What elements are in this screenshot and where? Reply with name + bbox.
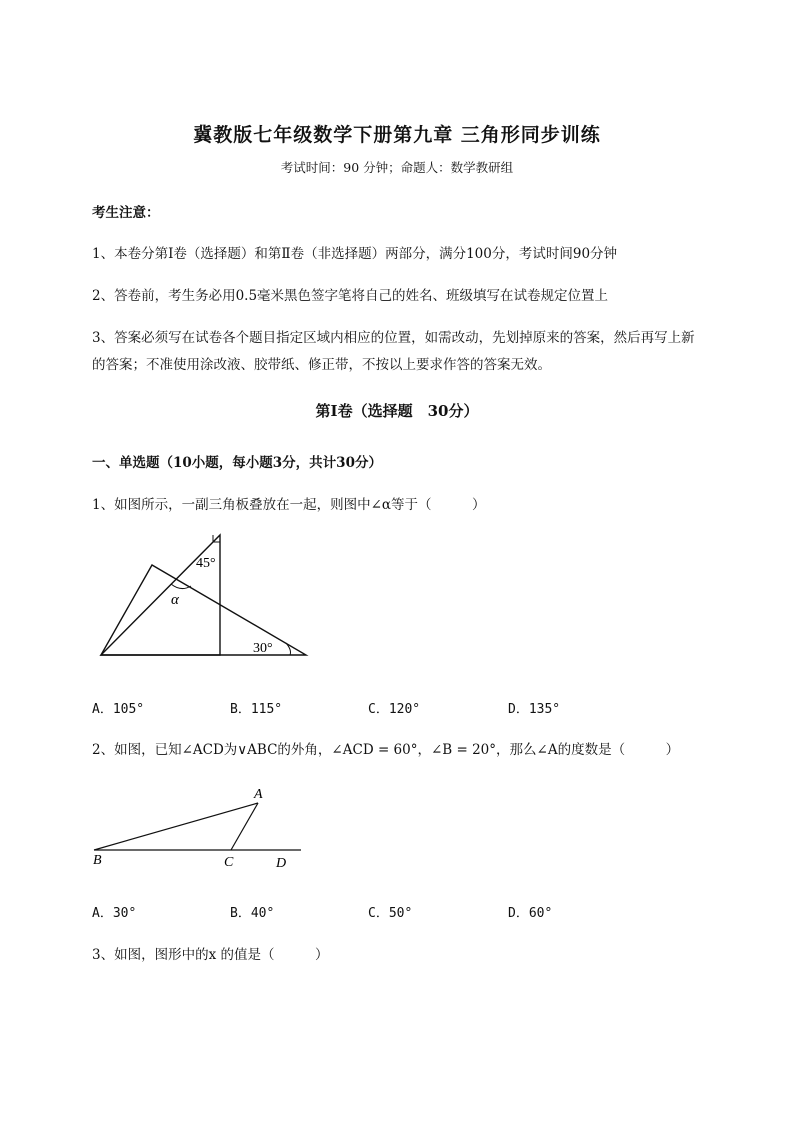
q1-option-c[interactable]: C．120° <box>368 702 421 717</box>
notice-item-2: 2、答卷前，考生务必用0.5毫米黑色签字笔将自己的姓名、班级填写在试卷规定位置上 <box>92 288 609 304</box>
label-30: 30° <box>253 641 273 656</box>
part-title: 一、单选题（10小题，每小题3分，共计30分） <box>92 455 382 471</box>
q2-option-d[interactable]: D．60° <box>508 906 553 921</box>
label-c: C <box>224 855 234 870</box>
label-b: B <box>93 853 102 868</box>
q2-option-c[interactable]: C．50° <box>368 906 413 921</box>
question-3-stem: 3、如图，图形中的x 的值是（ ） <box>92 947 329 963</box>
q2-option-b[interactable]: B．40° <box>230 906 275 921</box>
notice-item-3-cont: 的答案；不准使用涂改液、胶带纸、修正带，不按以上要求作答的答案无效。 <box>92 357 551 373</box>
q1-option-d[interactable]: D．135° <box>508 702 561 717</box>
exam-info: 考试时间：90 分钟；命题人：数学教研组 <box>280 160 514 175</box>
label-d: D <box>276 856 287 871</box>
question-2-stem: 2、如图，已知∠ACD为∨ABC的外角，∠ACD = 60°，∠B = 20°，那么∠A的度数是（ ） <box>92 742 680 758</box>
notice-heading: 考生注意： <box>92 205 160 221</box>
label-45: 45° <box>196 556 216 571</box>
section-title: 第Ⅰ卷（选择题 30分） <box>315 402 479 420</box>
page-title: 冀教版七年级数学下册第九章 三角形同步训练 <box>193 124 601 146</box>
q1-option-a[interactable]: A．105° <box>92 702 145 717</box>
segment-ba <box>94 803 258 850</box>
label-alpha: α <box>171 592 179 608</box>
notice-item-3: 3、答案必须写在试卷各个题目指定区域内相应的位置，如需改动，先划掉原来的答案，然后再写上新 <box>92 330 695 346</box>
notice-item-1: 1、本卷分第Ⅰ卷（选择题）和第Ⅱ卷（非选择题）两部分，满分100分，考试时间90分钟 <box>92 246 618 262</box>
q1-option-b[interactable]: B．115° <box>230 702 283 717</box>
question-1-stem: 1、如图所示，一副三角板叠放在一起，则图中∠α等于（ ） <box>92 497 486 513</box>
q2-option-a[interactable]: A．30° <box>92 906 137 921</box>
label-a: A <box>254 787 263 802</box>
